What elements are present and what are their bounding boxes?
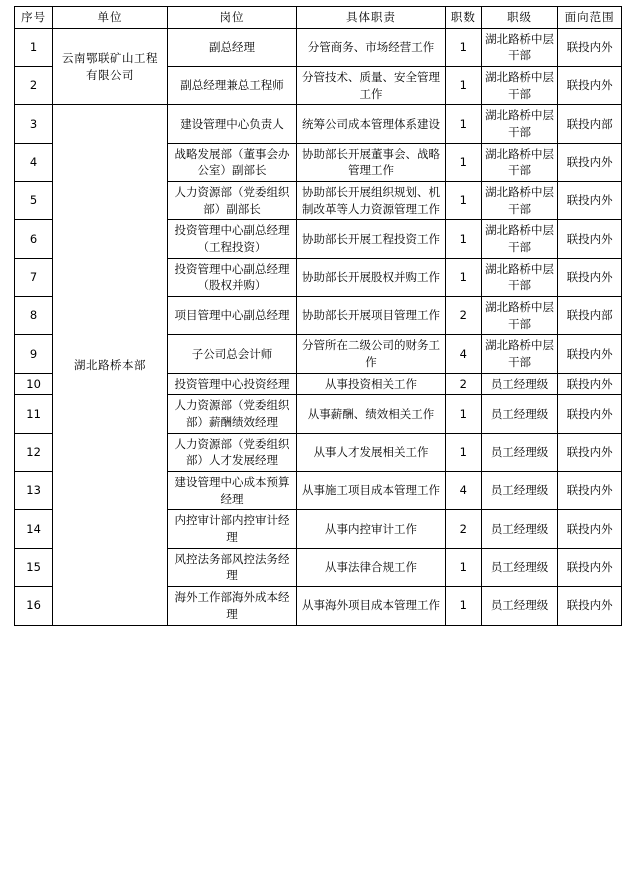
cell-seq: 8 [15,297,53,335]
cell-number: 2 [445,510,481,548]
cell-post: 人力资源部（党委组织部）副部长 [167,182,296,220]
cell-level: 员工经理级 [481,510,557,548]
cell-duty: 从事内控审计工作 [297,510,446,548]
cell-scope: 联投内外 [558,433,622,471]
cell-level: 湖北路桥中层干部 [481,182,557,220]
cell-seq: 9 [15,335,53,373]
cell-post: 副总经理兼总工程师 [167,67,296,105]
cell-number: 1 [445,28,481,66]
cell-post: 人力资源部（党委组织部）人才发展经理 [167,433,296,471]
cell-post: 项目管理中心副总经理 [167,297,296,335]
cell-scope: 联投内外 [558,587,622,625]
cell-duty: 协助部长开展工程投资工作 [297,220,446,258]
cell-duty: 协助部长开展董事会、战略管理工作 [297,143,446,181]
cell-level: 湖北路桥中层干部 [481,258,557,296]
cell-unit: 湖北路桥本部 [53,105,168,625]
header-duty: 具体职责 [297,7,446,29]
cell-post: 投资管理中心副总经理（股权并购） [167,258,296,296]
cell-scope: 联投内外 [558,182,622,220]
cell-post: 战略发展部（董事会办公室）副部长 [167,143,296,181]
cell-duty: 协助部长开展组织规划、机制改革等人力资源管理工作 [297,182,446,220]
cell-duty: 从事海外项目成本管理工作 [297,587,446,625]
cell-scope: 联投内外 [558,67,622,105]
cell-level: 湖北路桥中层干部 [481,28,557,66]
cell-number: 1 [445,220,481,258]
cell-number: 1 [445,182,481,220]
cell-duty: 分管商务、市场经营工作 [297,28,446,66]
cell-level: 员工经理级 [481,472,557,510]
cell-number: 1 [445,587,481,625]
cell-scope: 联投内外 [558,28,622,66]
header-number: 职数 [445,7,481,29]
cell-duty: 协助部长开展股权并购工作 [297,258,446,296]
cell-number: 1 [445,105,481,143]
cell-seq: 4 [15,143,53,181]
cell-scope: 联投内外 [558,548,622,586]
cell-scope: 联投内外 [558,220,622,258]
header-unit: 单位 [53,7,168,29]
cell-number: 2 [445,297,481,335]
cell-duty: 协助部长开展项目管理工作 [297,297,446,335]
table-row [15,28,622,66]
cell-post: 子公司总会计师 [167,335,296,373]
header-level: 职级 [481,7,557,29]
cell-duty: 统筹公司成本管理体系建设 [297,105,446,143]
cell-seq: 3 [15,105,53,143]
table-body [15,28,622,625]
cell-seq: 13 [15,472,53,510]
cell-number: 4 [445,335,481,373]
header-post: 岗位 [167,7,296,29]
cell-scope: 联投内外 [558,395,622,433]
cell-scope: 联投内外 [558,143,622,181]
cell-seq: 12 [15,433,53,471]
cell-post: 投资管理中心投资经理 [167,373,296,395]
cell-scope: 联投内部 [558,297,622,335]
cell-level: 湖北路桥中层干部 [481,143,557,181]
cell-seq: 5 [15,182,53,220]
cell-level: 员工经理级 [481,587,557,625]
cell-number: 1 [445,258,481,296]
cell-seq: 15 [15,548,53,586]
cell-scope: 联投内部 [558,105,622,143]
header-seq: 序号 [15,7,53,29]
cell-duty: 从事薪酬、绩效相关工作 [297,395,446,433]
cell-level: 湖北路桥中层干部 [481,220,557,258]
cell-number: 1 [445,548,481,586]
table-row [15,105,622,143]
cell-level: 员工经理级 [481,373,557,395]
cell-scope: 联投内外 [558,373,622,395]
cell-scope: 联投内外 [558,472,622,510]
cell-seq: 2 [15,67,53,105]
cell-seq: 7 [15,258,53,296]
document-page [0,6,639,874]
cell-duty: 从事人才发展相关工作 [297,433,446,471]
cell-seq: 10 [15,373,53,395]
cell-number: 2 [445,373,481,395]
cell-post: 副总经理 [167,28,296,66]
table-header-row [15,7,622,29]
cell-level: 湖北路桥中层干部 [481,105,557,143]
recruitment-table [14,6,622,626]
table-header [15,7,622,29]
cell-post: 建设管理中心负责人 [167,105,296,143]
cell-seq: 14 [15,510,53,548]
cell-level: 湖北路桥中层干部 [481,335,557,373]
cell-scope: 联投内外 [558,510,622,548]
cell-post: 内控审计部内控审计经理 [167,510,296,548]
cell-level: 员工经理级 [481,395,557,433]
header-scope: 面向范围 [558,7,622,29]
cell-level: 湖北路桥中层干部 [481,297,557,335]
cell-scope: 联投内外 [558,335,622,373]
cell-post: 风控法务部风控法务经理 [167,548,296,586]
cell-post: 人力资源部（党委组织部）薪酬绩效经理 [167,395,296,433]
cell-duty: 从事法律合规工作 [297,548,446,586]
cell-post: 海外工作部海外成本经理 [167,587,296,625]
cell-seq: 11 [15,395,53,433]
cell-seq: 6 [15,220,53,258]
cell-seq: 1 [15,28,53,66]
cell-seq: 16 [15,587,53,625]
cell-number: 1 [445,67,481,105]
cell-number: 1 [445,395,481,433]
cell-duty: 从事投资相关工作 [297,373,446,395]
cell-post: 建设管理中心成本预算经理 [167,472,296,510]
cell-level: 湖北路桥中层干部 [481,67,557,105]
cell-scope: 联投内外 [558,258,622,296]
cell-level: 员工经理级 [481,548,557,586]
cell-number: 4 [445,472,481,510]
cell-post: 投资管理中心副总经理（工程投资） [167,220,296,258]
cell-duty: 从事施工项目成本管理工作 [297,472,446,510]
cell-duty: 分管技术、质量、安全管理工作 [297,67,446,105]
cell-unit: 云南鄂联矿山工程有限公司 [53,28,168,105]
cell-level: 员工经理级 [481,433,557,471]
cell-duty: 分管所在二级公司的财务工作 [297,335,446,373]
cell-number: 1 [445,433,481,471]
cell-number: 1 [445,143,481,181]
